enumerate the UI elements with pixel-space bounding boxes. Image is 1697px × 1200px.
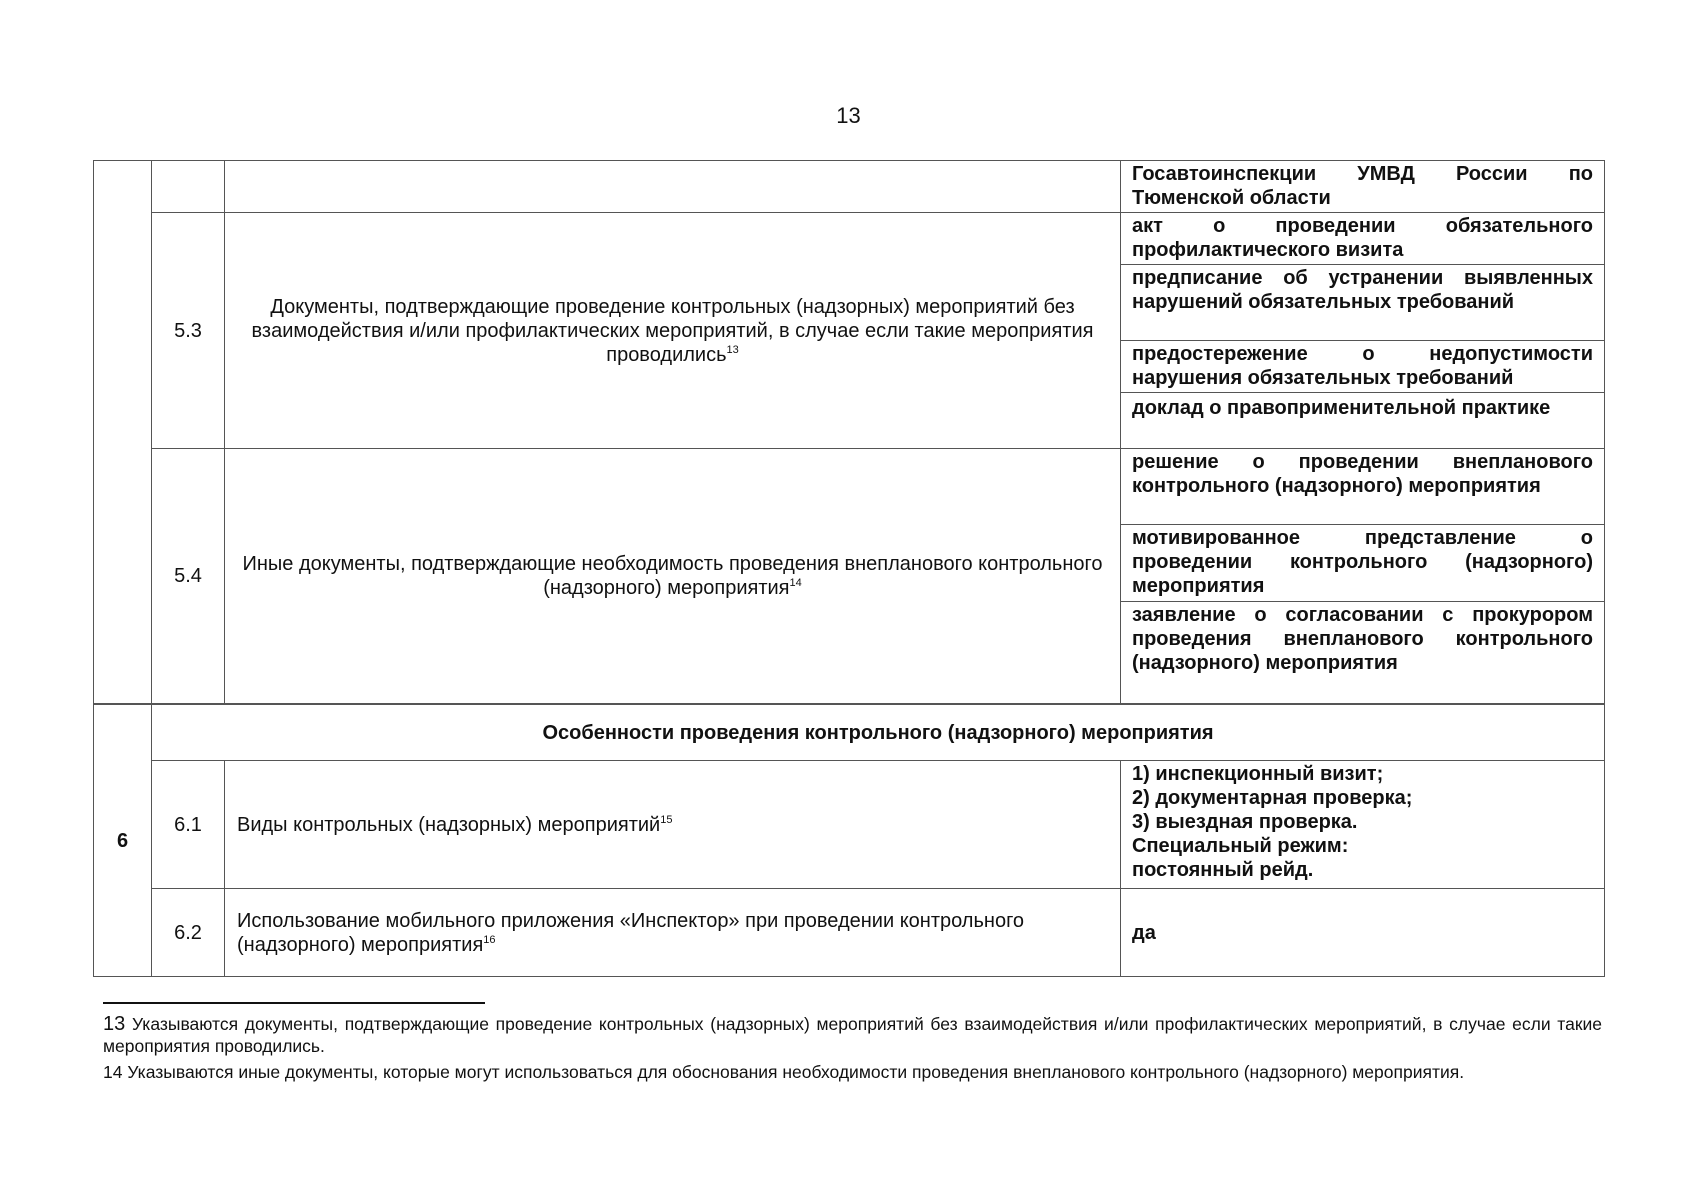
requirements-table-section-6: [93, 704, 1605, 977]
section-header-row: [94, 705, 1605, 761]
item-value: предостережение о недопустимости нарушения обязательных требований: [1121, 341, 1605, 393]
item-value-list: [1121, 761, 1605, 889]
list-item: 3) выездная проверка.: [1132, 811, 1358, 833]
section-title: Особенности проведения контрольного (надзорного) мероприятия: [152, 705, 1605, 761]
table-row-6-2: [94, 889, 1605, 977]
item-number: 6.2: [152, 889, 225, 977]
footnote-reference: 15: [660, 813, 673, 826]
item-description: [225, 761, 1121, 889]
item-number: 6.1: [152, 761, 225, 889]
page-number: 13: [836, 103, 861, 128]
description-line: взаимодействия и/или профилактических мероприятий, в случае если такие мероприятия проводились: [251, 319, 1094, 366]
footnote-reference: 16: [483, 933, 496, 946]
item-value: заявление о согласовании с прокурором проведения внепланового контрольного (надзорного) мероприятия: [1121, 602, 1605, 704]
item-value: предписание об устранении выявленных нарушений обязательных требований: [1121, 265, 1605, 341]
item-value: решение о проведении внепланового контрольного (надзорного) мероприятия: [1121, 449, 1605, 525]
item-number: 5.3: [152, 213, 225, 449]
footnote-number: 13: [103, 1013, 126, 1035]
description-text: Виды контрольных (надзорных) мероприятий: [237, 813, 661, 836]
item-value: мотивированное представление о проведении контрольного (надзорного) мероприятия: [1121, 525, 1605, 602]
list-item: 2) документарная проверка;: [1132, 787, 1413, 809]
footnote: [103, 1013, 1602, 1057]
footnote-reference: 14: [789, 577, 802, 589]
footnote-reference: 13: [726, 343, 739, 356]
item-description: [225, 213, 1121, 449]
item-value: да: [1121, 889, 1605, 977]
requirements-table: [93, 160, 1605, 704]
footnote-text: Указываются документы, подтверждающие проведение контрольных (надзорных) мероприятий без взаимодействия и/или профилактических мероприятий, в случае если такие мероприятия проводились.: [103, 1014, 1602, 1056]
table-row-5-4: [94, 449, 1605, 525]
description-text: Использование мобильного приложения «Инспектор» при проведении контрольного (надзорного) мероприятия: [237, 909, 1025, 956]
footnote-number: 14: [103, 1062, 123, 1082]
item-description: [225, 449, 1121, 704]
list-item: Специальный режим:: [1132, 835, 1349, 857]
item-description-cell: [225, 161, 1121, 213]
list-item: 1) инспекционный визит;: [1132, 763, 1384, 785]
description-text: Иные документы, подтверждающие необходимость проведения внепланового контрольного (надзорного) мероприятия: [242, 553, 1103, 599]
footnote: [103, 1061, 1602, 1083]
footnote-body: [103, 1061, 1602, 1083]
list-item: постоянный рейд.: [1132, 859, 1314, 881]
footnote-text: Указываются иные документы, которые могут использоваться для обоснования необходимости проведения внепланового контрольного (надзорного) мероприятия.: [122, 1062, 1465, 1082]
footnote-separator: [103, 1002, 485, 1004]
table-row-continuation: [94, 161, 1605, 213]
item-number-cell: [152, 161, 225, 213]
section-number: 6: [94, 705, 152, 977]
description-line: Документы, подтверждающие проведение контрольных (надзорных) мероприятий без: [270, 295, 1075, 318]
item-value-cell: Госавтоинспекции УМВД России по Тюменской области: [1121, 161, 1605, 213]
item-value: акт о проведении обязательного профилактического визита: [1121, 213, 1605, 265]
item-description: [225, 889, 1121, 977]
item-number: 5.4: [152, 449, 225, 704]
table-row-5-3: [94, 213, 1605, 265]
section-number-cell: [94, 161, 152, 704]
item-value: доклад о правоприменительной практике: [1121, 393, 1605, 449]
table-row-6-1: [94, 761, 1605, 889]
